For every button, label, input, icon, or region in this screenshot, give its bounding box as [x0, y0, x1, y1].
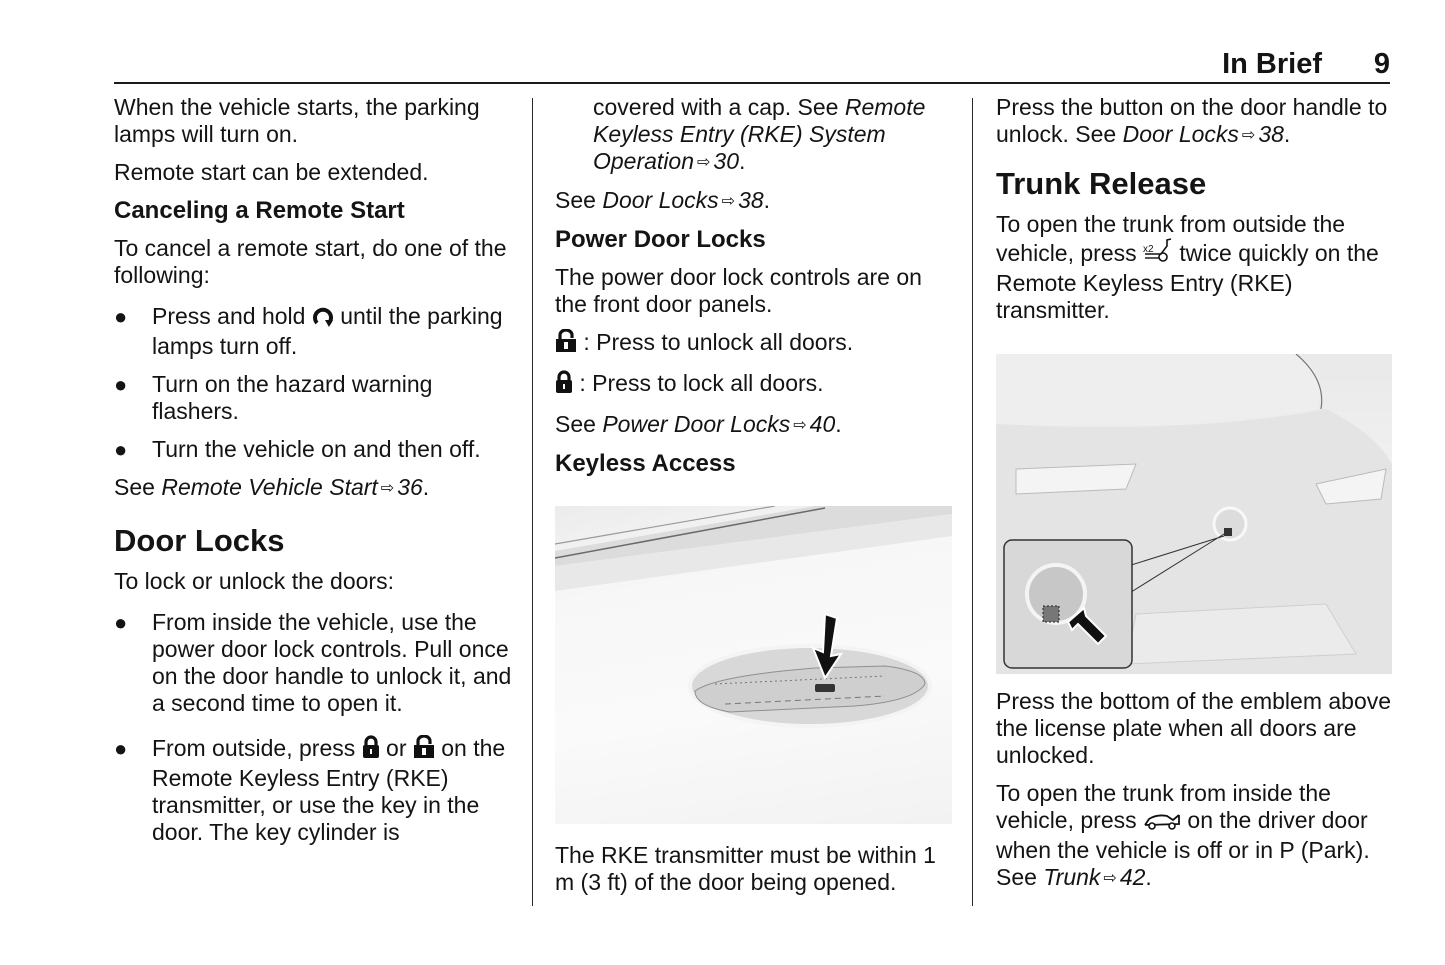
list-item: ● Turn the vehicle on and then off.	[114, 436, 481, 462]
cross-reference[interactable]: See Remote Vehicle Start ⇨ 36.	[114, 474, 430, 500]
trunk-emblem-illustration	[996, 354, 1392, 674]
column-1	[114, 94, 519, 857]
paragraph: Press the bottom of the emblem above the license plate when all doors are unlocked.	[996, 688, 1392, 768]
xref-arrow-icon: ⇨	[1241, 127, 1256, 144]
xref-arrow-icon: ⇨	[1103, 870, 1117, 887]
cancel-list	[114, 303, 519, 463]
list-item: ● From outside, press or on the Remote Keyless Entry (RKE) transmitter, or use the key in the door. The key cylinder is	[114, 735, 506, 845]
paragraph: To open the trunk from outside the vehicle, press x2 twice quickly on the Remote Keyless Entry (RKE) transmitter.	[996, 211, 1379, 323]
paragraph: To cancel a remote start, do one of the following:	[114, 235, 507, 288]
lock-icon	[555, 370, 573, 400]
page-number: 9	[1373, 48, 1390, 80]
paragraph[interactable]: Press the button on the door handle to unlock. See Door Locks ⇨ 38.	[996, 94, 1388, 147]
xref-arrow-icon: ⇨	[721, 193, 736, 210]
list-item: ● Press and hold until the parking lamps turn off.	[114, 303, 503, 359]
column-divider	[972, 98, 973, 906]
svg-text:x2: x2	[1143, 244, 1154, 255]
cross-reference[interactable]: See Door Locks ⇨ 38.	[555, 187, 771, 213]
section-title: In Brief	[1222, 48, 1322, 80]
car-trunk-icon	[1143, 810, 1181, 837]
lock-icon	[362, 735, 380, 765]
heading-door-locks: Door Locks	[114, 523, 285, 558]
paragraph: The power door lock controls are on the front door panels.	[555, 264, 922, 317]
paragraph: Remote start can be extended.	[114, 159, 429, 185]
continued-paragraph[interactable]: covered with a cap. See Remote Keyless Entry (RKE) System Operation ⇨ 30.	[593, 94, 926, 174]
door-handle-illustration	[555, 506, 952, 824]
bullet-icon: ●	[114, 736, 128, 761]
unlock-icon	[413, 735, 435, 765]
xref-arrow-icon: ⇨	[697, 154, 711, 171]
page-header	[114, 44, 1390, 84]
remote-start-icon	[312, 303, 334, 333]
lock-description: : Press to lock all doors.	[555, 370, 955, 400]
column-2	[555, 94, 955, 907]
paragraph[interactable]: To open the trunk from inside the vehicle, press on the driver door when the vehicle is off or in P (Park). See Trunk ⇨ 42.	[996, 780, 1370, 890]
paragraph: When the vehicle starts, the parking lamps will turn on.	[114, 94, 480, 147]
column-3	[996, 94, 1392, 903]
door-locks-list	[114, 609, 519, 846]
bullet-icon: ●	[114, 610, 128, 635]
trunk-x2-icon	[1143, 238, 1173, 270]
bullet-icon: ●	[114, 304, 128, 329]
unlock-icon	[555, 329, 577, 359]
heading-canceling-remote-start: Canceling a Remote Start	[114, 197, 405, 224]
heading-trunk-release: Trunk Release	[996, 166, 1207, 201]
list-item: ● From inside the vehicle, use the power door lock controls. Pull once on the door handle to unlock it, and a second time to open it.	[114, 609, 512, 716]
list-item: ● Turn on the hazard warning flashers.	[114, 371, 433, 424]
heading-power-door-locks: Power Door Locks	[555, 226, 766, 253]
unlock-description: : Press to unlock all doors.	[555, 329, 955, 359]
column-divider	[532, 98, 533, 906]
paragraph: To lock or unlock the doors:	[114, 568, 394, 594]
cross-reference[interactable]: See Power Door Locks ⇨ 40.	[555, 411, 842, 437]
bullet-icon: ●	[114, 437, 128, 462]
xref-arrow-icon: ⇨	[380, 480, 395, 497]
heading-keyless-access: Keyless Access	[555, 450, 736, 477]
xref-arrow-icon: ⇨	[793, 417, 807, 434]
bullet-icon: ●	[114, 372, 128, 397]
paragraph: The RKE transmitter must be within 1 m (3 ft) of the door being opened.	[555, 842, 936, 895]
